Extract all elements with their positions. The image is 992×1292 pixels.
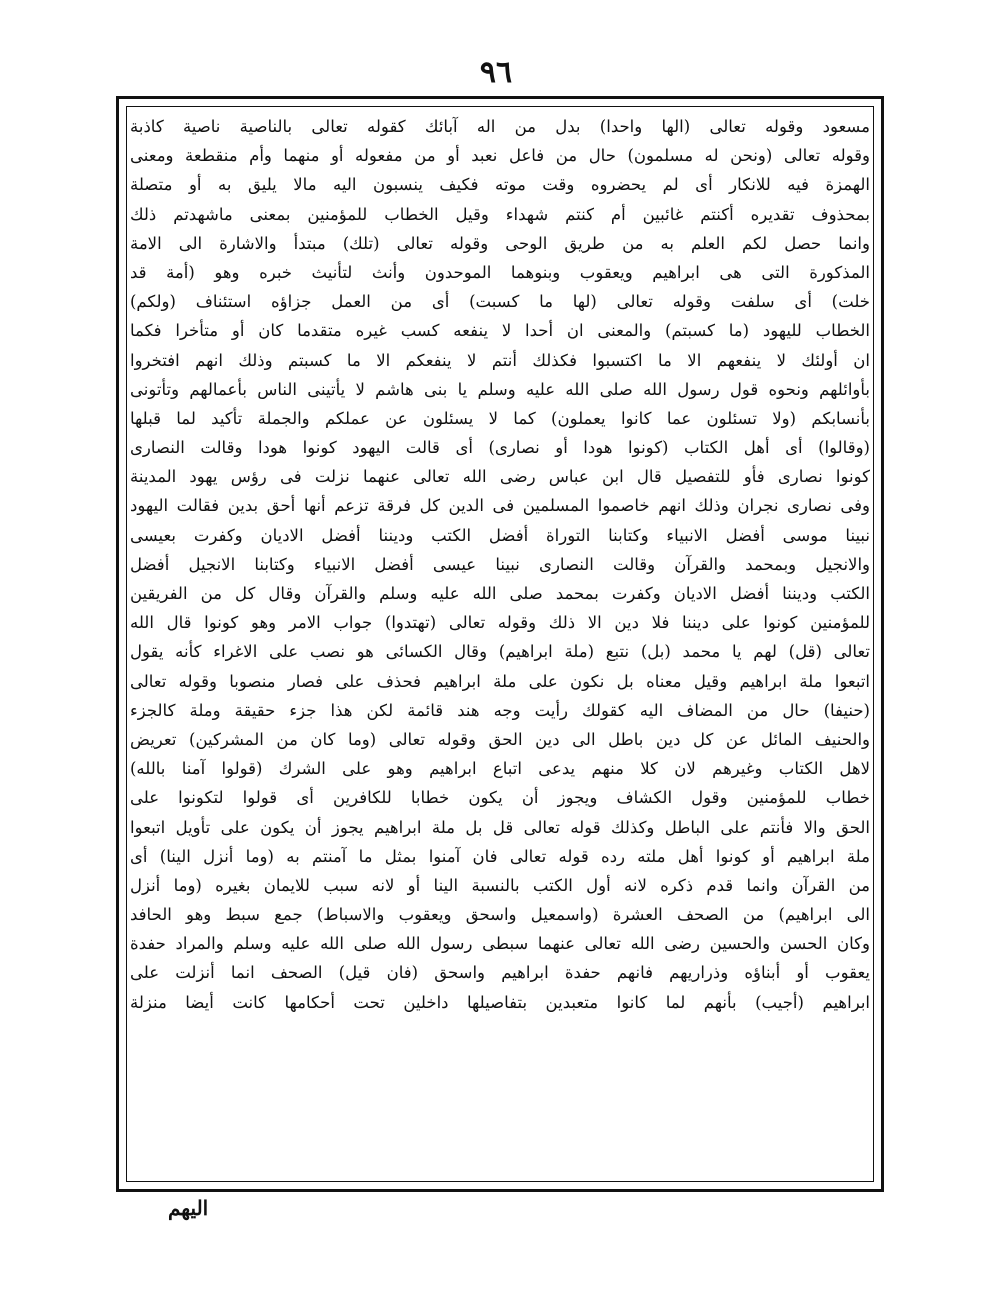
text-line: خلت) أى سلفت وقوله تعالى (لها ما كسبت) أى من العمل جزاؤه استئناف (ولكم)	[130, 292, 870, 312]
text-line: مسعود وقوله تعالى (الها واحدا) بدل من اله آبائك كقوله تعالى بالناصية ناصية كاذبة	[130, 117, 870, 136]
text-line: وفى نصارى نجران وذلك انهم خاصموا المسلمين فى الدين كل فرقة تزعم أنها أحق بدين فقالت اليهود	[130, 496, 870, 516]
text-line: كونوا نصارى فأو للتفصيل قال ابن عباس رضى الله تعالى عنهما نزلت فى رؤس يهود المدينة	[130, 467, 870, 487]
catchword: اليهم	[168, 1196, 209, 1220]
text-line: نبينا موسى أفضل الانبياء وكتابنا التوراة أفضل الكتب وديننا أفضل الاديان وكفرت بعيسى	[130, 525, 870, 545]
page-number: ٩٦	[479, 55, 513, 90]
text-line: بمحذوف تقديره أكنتم غائبين أم كنتم شهداء وقيل الخطاب للمؤمنين بمعنى ماشهدتم ذلك	[130, 204, 870, 224]
text-line: المذكورة التى هى ابراهيم ويعقوب وبنوهما الموحدون وأنث لتأنيث خبره وهو (أمة قد	[130, 262, 870, 282]
text-line: بأنسابكم (ولا تسئلون عما كانوا يعملون) كما لا يسئلون عن عملكم والجملة تأكيد لما قبلها	[130, 408, 870, 428]
text-line: للمؤمنين كونوا على ديننا فلا دين الا ذلك وقوله تعالى (تهتدوا) جواب الامر وهو كونوا قال الله	[130, 613, 870, 633]
text-line: وقوله تعالى (ونحن له مسلمون) حال من فاعل نعبد أو من مفعوله أو منهما وأم منقطعة ومعنى	[130, 146, 870, 166]
text-line: الى ابراهيم) من الصحف العشرة (واسمعيل واسحق ويعقوب والاسباط) جمع سبط وهو الحافد	[130, 905, 870, 925]
text-line: تعالى (قل) لهم يا محمد (بل) نتبع (ملة ابراهيم) وقال الكسائى هو نصب على الاغراء كأنه يقول	[130, 642, 870, 662]
text-line: (وقالوا) أى أهل الكتاب (كونوا هودا أو نصارى) أى قالت اليهود كونوا هودا وقالت النصارى	[130, 438, 870, 458]
text-line: لاهل الكتاب وغيرهم لان كلا منهم يدعى اتباع ابراهيم وهو على الشرك (قولوا آمنا بالله)	[130, 759, 870, 779]
text-line: الهمزة فيه للانكار أى لم يحضروه وقت موته فكيف ينسبون اليه مالا يليق به أو متصلة	[130, 175, 870, 195]
text-line: الكتب وديننا أفضل الاديان وكفرت بمحمد صلى الله عليه وسلم والقرآن وقال كل من الفريقين	[130, 584, 870, 603]
text-line: ان أولئك لا ينفعهم الا ما اكتسبوا فكذلك أنتم لا ينفعكم الا ما كسبتم وذلك انهم افتخروا	[130, 350, 870, 370]
text-line: وكان الحسن والحسين رضى الله تعالى عنهما سبطى رسول الله صلى الله عليه وسلم والمراد حفدة	[130, 934, 870, 954]
text-line: اتبعوا ملة ابراهيم وقيل معناه بل نكون على ملة ابراهيم فحذف على فصار منصوبا وقوله تعالى	[130, 671, 870, 691]
text-line: ملة ابراهيم أو كونوا أهل ملته رده قوله تعالى فان آمنوا بمثل ما آمنتم به (وما أنزل الينا) أى	[130, 846, 870, 866]
text-line: من القرآن وانما قدم ذكره لانه أول الكتب بالنسبة الينا أو لانه سبب للايمان بغيره (وما أنزل	[130, 875, 870, 895]
text-line: وانما حصل لكم العلم به من طريق الوحى وقوله تعالى (تلك) مبتدأ والاشارة الى الامة	[130, 233, 870, 253]
text-line: يعقوب أو أبناؤه وذراريهم فانهم حفدة ابراهيم واسحق (فان قيل) الصحف انما أنزلت على	[130, 963, 870, 983]
text-line: الحق والا فأنتم على الباطل وكذلك قوله تعالى قل بل ملة ابراهيم يجوز أن يكون على تأويل اتبعوا	[130, 817, 870, 837]
text-line: (حنيفا) حال من المضاف اليه كقولك رأيت وجه هند قائمة لكن هذا جزء حقيقة وملة كالجزء	[130, 700, 870, 720]
text-line: ابراهيم (أجيب) بأنهم لما كانوا متعبدين بتفاصيلها داخلين تحت أحكامها كانت أيضا منزلة	[130, 992, 870, 1012]
text-line: الخطاب لليهود (ما كسبتم) والمعنى ان أحدا لا ينفعه كسب غيره متقدما كان أو متأخرا فكما	[130, 321, 870, 341]
text-line: والحنيف المائل عن كل دين باطل الى دين الحق وقوله تعالى (وما كان من المشركين) تعريض	[130, 729, 870, 749]
text-line: والانجيل وبمحمد والقرآن وقالت النصارى نبينا عيسى أفضل الانبياء وكتابنا الانجيل أفضل	[130, 554, 870, 574]
text-body	[124, 112, 876, 1184]
text-line: بأوائلهم ونحوه قول رسول الله صلى الله عليه وسلم يا بنى هاشم لا يأتينى الناس بأعمالهم وتأتونى	[130, 379, 870, 399]
text-line: خطاب للمؤمنين وقول الكشاف ويجوز أن يكون خطابا للكافرين أى قولوا لتكونوا على	[130, 788, 870, 808]
